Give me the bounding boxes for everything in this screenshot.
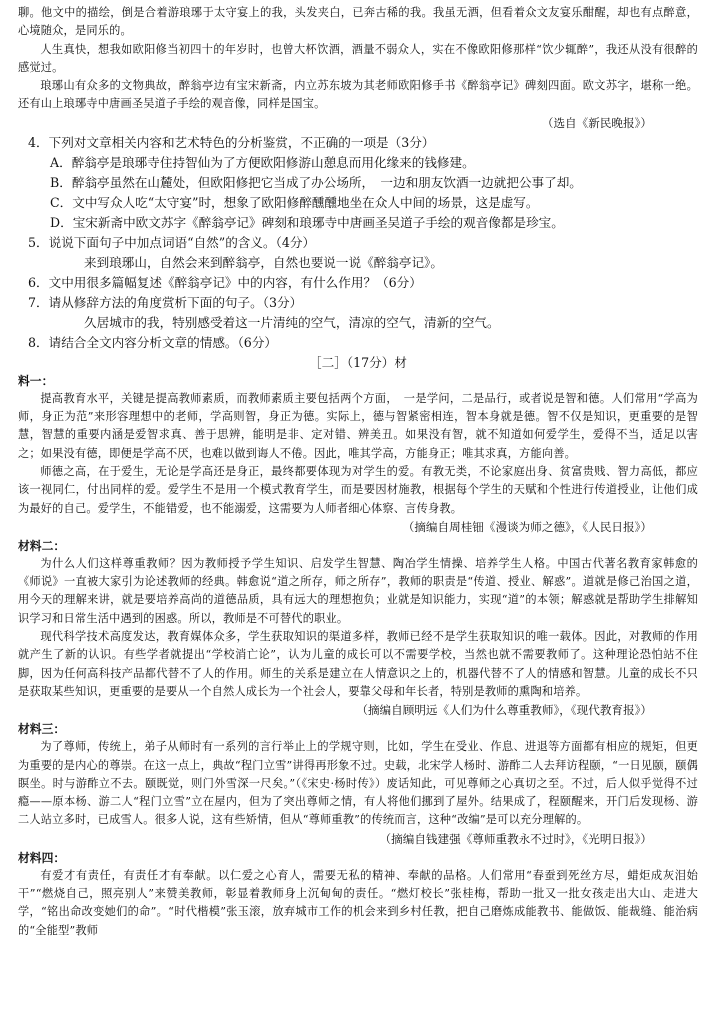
question-7: 7．请从修辞方法的角度赏析下面的句子。（3分） — [28, 294, 303, 310]
article-paragraph: 人生真快，想我如欧阳修当初四十的年岁时，也曾大杯饮酒，酒量不弱众人，实在不像欧阳修那样“饮少辄醉”，我还从没有很醉的感觉过。 — [18, 42, 698, 74]
question-4-option-a: A．醉翁亭是琅琊寺住持智仙为了方便欧阳修游山憩息而用化缘来的钱修建。 — [50, 154, 475, 170]
question-6: 6．文中用很多篇幅复述《醉翁亭记》中的内容，有什么作用？（6分） — [28, 274, 422, 290]
material-3-source: （摘编自钱建强《尊师重教永不过时》，《光明日报》） — [379, 831, 652, 846]
material-2-paragraph: 为什么人们这样尊重教师？因为教师授予学生知识、启发学生智慧、陶冶学生情操、培养学生人格。中国古代著名教育家韩愈的《师说》一直被大家引为论述教师的经典。韩愈说“道之所存，师之所存”，教师的职责是“传道、授业、解惑”。道就是修己治国之道，用今天的理解来讲，就是要培养高尚的道德品质，具有远大的理想抱负；业就是知识能力，实现“道”的本领；解惑就是帮助学生排解知识学习和日常生活中遇到的困惑。所以，教师是不可替代的职业。 — [18, 556, 698, 625]
question-4-option-c: C．文中写众人吃“太守宴”时，想象了欧阳修醉醺醺地坐在众人中间的场景，这是虚写。 — [50, 194, 539, 210]
material-2-source: （摘编自顾明远《人们为什么尊重教师》，《现代教育报》） — [356, 703, 652, 718]
material-4-paragraph: 有爱才有责任，有责任才有奉献。以仁爱之心育人，需要无私的精神、奉献的品格。人们常用“春蚕到死丝方尽，蜡炬成灰泪始干”“燃烧自己，照亮别人”来赞美教师，彰显着教师身上沉甸甸的责任。“燃灯校长”张桂梅，帮助一批又一批女孩走出大山、走进大学，“铭出命改变她们的命”。“时代楷模”张玉滚，放弃城市工作的机会来到乡村任教，把自己磨炼成能教书、能做饭、能裁缝、能治病的“全能型”教师 — [18, 868, 698, 937]
material-3-paragraph: 为了尊师，传统上，弟子从师时有一系列的言行举止上的学规守则，比如，学生在受业、作息、进退等方面都有相应的规矩，但更为重要的是内心的尊崇。在这一点上，典故“程门立雪”讲得再形象不过。史载，北宋学人杨时、游酢二人去拜访程颐，“一日见颐，颐偶瞑坐。时与游酢立不去。颐既觉，则门外雪深一尺矣。”（《宋史·杨时传》）废话知此，可见尊师之心真切之至。不过，后人似乎觉得不过瘾——原本杨、游二人“程门立雪”立在屋内，但为了突出尊师之情，有人将他们挪到了屋外。结果成了，程颐醒来，开门后发现杨、游二人站立多时，已成雪人。很多人说，这有些矫情，但从“尊师重教”的传统而言，这种“改编”是可以充分理解的。 — [18, 740, 698, 827]
question-5-quote: 来到琅琊山，自然会来到醉翁亭，自然也要说一说《醉翁亭记》。 — [84, 254, 443, 270]
question-8: 8．请结合全文内容分析文章的情感。（6分） — [28, 334, 278, 350]
material-1-label: 料一： — [18, 373, 54, 388]
material-1-source: （摘编自周桂钿《漫谈为师之德》，《人民日报》） — [402, 519, 652, 534]
question-7-quote: 久居城市的我，特别感受着这一片清纯的空气，清凉的空气，清新的空气。 — [84, 314, 500, 330]
material-2-label: 材料二： — [18, 538, 66, 553]
material-1-paragraph: 提高教育水平，关键是提高教师素质，而教师素质主要包括两个方面， 一是学问，二是品行，或者说是智和德。人们常用“学高为师，身正为范”来形容理想中的老师，学高则智，身正为德。实际上，德与智紧密相连，智本身就是德。智不仅是知识，更重要的是智慧，智慧的重要内涵是爱智求真、善于思辨，能明是非、定对错、辨美丑。如果没有智，就不知道如何爱学生，爱得不当，适足以害之；如果没有德，即便是学高不厌，也难以做到诲人不倦。因此，唯其学高，方能身正；唯其求真，方能向善。 — [18, 391, 698, 460]
material-3-label: 材料三： — [18, 722, 66, 737]
question-5: 5．说说下面句子中加点词语“自然”的含义。（4分） — [28, 234, 316, 250]
material-1-paragraph: 师德之高，在于爱生，无论是学高还是身正，最终都要体现为对学生的爱。有教无类，不论家庭出身、贫富贵贱、智力高低，都应该一视同仁，付出同样的爱。爱学生不是用一个模式教育学生，而是要因材施教，根据每个学生的天赋和个性进行传道授业，让他们成为最好的自己。爱学生，不能错爱，也不能溺爱，这需要为人师者细心体察、言传身教。 — [18, 464, 698, 515]
question-4: 4．下列对文章相关内容和艺术特色的分析鉴赏，不正确的一项是（3分） — [28, 134, 435, 150]
question-4-option-d: D．宝宋新斋中欧文苏字《醉翁亭记》碑刻和琅琊寺中唐画圣吴道子手绘的观音像都是珍宝。 — [50, 214, 564, 230]
material-2-paragraph: 现代科学技术高度发达，教育媒体众多，学生获取知识的渠道多样，教师已经不是学生获取知识的唯一载体。因此，对教师的作用就产生了新的认识。有些学者就提出“学校消亡论”，认为儿童的成长可以不需要学校，当然也就不需要教师了。这种理论恐怕站不住脚，因为任何高科技产品都代替不了人的作用。师生的关系是建立在人情意识之上的，机器代替不了人的情感和智慧。儿童的成长不只是获取某些知识，更重要的是要从一个自然人成长为一个社会人，要靠父母和年长者，特别是教师的熏陶和培养。 — [18, 630, 698, 698]
material-4-label: 材料四： — [18, 850, 66, 865]
article-paragraph: 琅琊山有众多的文物典故，醉翁亭边有宝宋新斋，内立苏东坡为其老师欧阳修手书《醉翁亭记》碑刻四面。欧文苏字，堪称一绝。还有山上琅琊寺中唐画圣吴道子手绘的观音像，同样是国宝。 — [18, 79, 698, 111]
question-4-option-b: B．醉翁亭虽然在山麓处，但欧阳修把它当成了办公场所， 一边和朋友饮酒一边就把公事了却。 — [50, 174, 582, 190]
article-paragraph: 聊。他文中的描绘，倒是合着游琅琊于太守宴上的我，头发夹白，已奔古稀的我。我虽无酒，但看着众文友宴乐酣醒，却也有点醉意，心境随众，是同乐的。 — [18, 6, 698, 38]
article-source: （选自《新民晚报》） — [541, 115, 652, 130]
section-heading: ［二］（17分）材 — [309, 354, 407, 370]
